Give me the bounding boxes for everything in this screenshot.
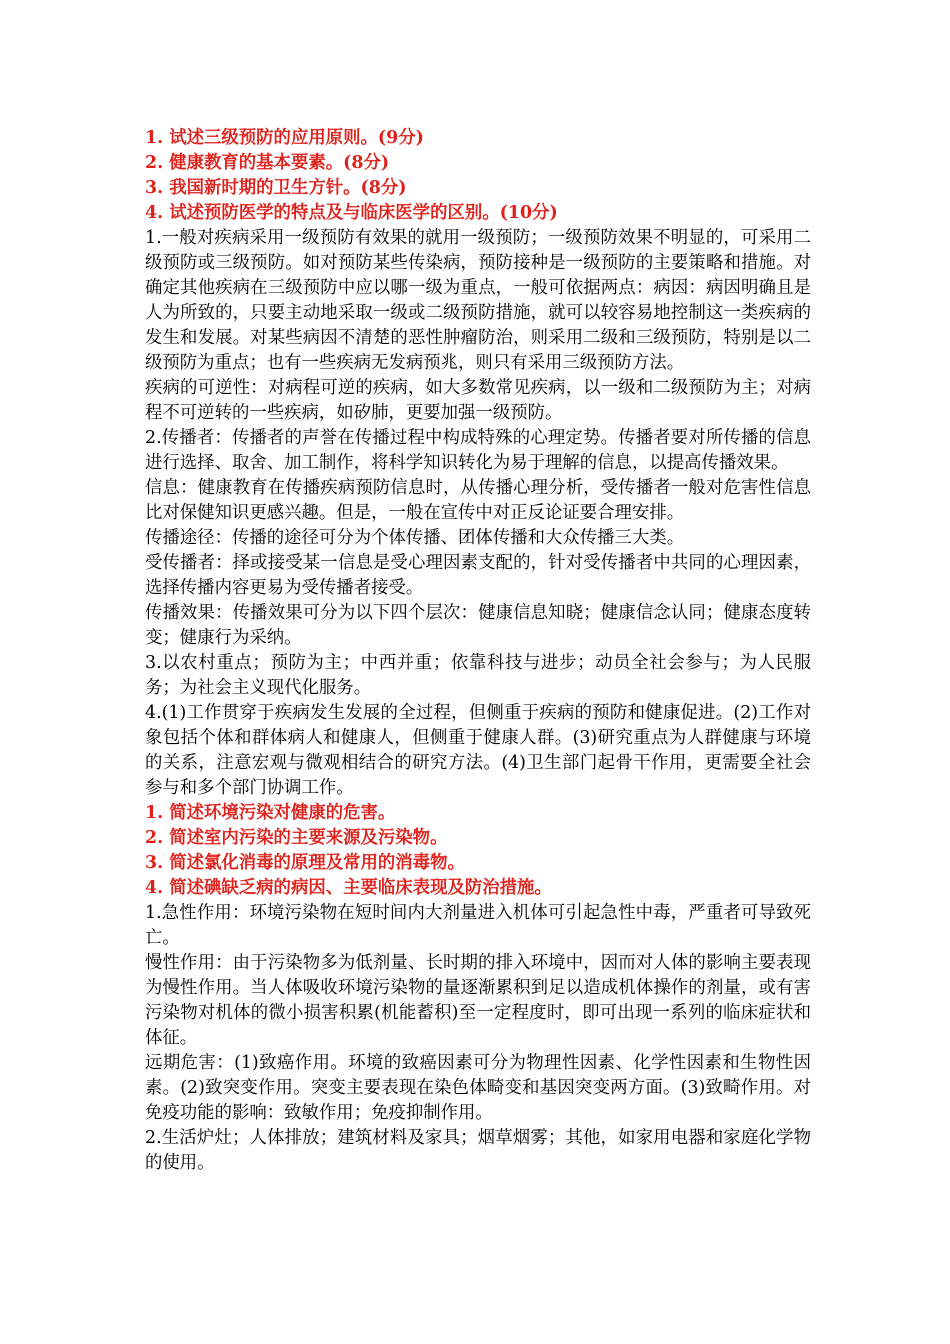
answer-5-long-term: 远期危害：(1)致癌作用。环境的致癌因素可分为物理性因素、化学性因素和生物性因素。(2)致突变作用。突变主要表现在染色体畸变和基因突变两方面。(3)致畸作用。对免疫功能的影响：致敏作用；免疫抑制作用。 — [145, 1053, 811, 1123]
question-1: 1. 试述三级预防的应用原则。(9分) — [145, 128, 424, 148]
question-8: 4. 简述碘缺乏病的病因、主要临床表现及防治措施。 — [145, 878, 552, 898]
answer-2-information: 信息：健康教育在传播疾病预防信息时，从传播心理分析，受传播者一般对危害性信息比对保健知识更感兴趣。但是，一般在宣传中对正反论证要合理安排。 — [145, 478, 811, 523]
answer-5-acute: 1.急性作用：环境污染物在短时间内大剂量进入机体可引起急性中毒，严重者可导致死亡。 — [145, 903, 811, 948]
document-body — [145, 126, 811, 1176]
answer-5-chronic: 慢性作用：由于污染物多为低剂量、长时期的排入环境中，因而对人体的影响主要表现为慢性作用。当人体吸收环境污染物的量逐渐累积到足以造成机体操作的剂量，或有害污染物对机体的微小损害积累(机能蓄积)至一定程度时，即可出现一系列的临床症状和体征。 — [145, 953, 811, 1048]
answer-1-principles: 1.一般对疾病采用一级预防有效果的就用一级预防；一级预防效果不明显的，可采用二级预防或三级预防。如对预防某些传染病，预防接种是一级预防的主要策略和措施。对确定其他疾病在三级预防中应以哪一级为重点，一般可依据两点：病因：病因明确且是人为所致的，只要主动地采取一级或二级预防措施，就可以较容易地控制这一类疾病的发生和发展。对某些病因不清楚的恶性肿瘤防治，则采用二级和三级预防，特别是以二级预防为重点；也有一些疾病无发病预兆，则只有采用三级预防方法。 — [145, 228, 811, 373]
answer-4-features: 4.(1)工作贯穿于疾病发生发展的全过程，但侧重于疾病的预防和健康促进。(2)工作对象包括个体和群体病人和健康人，但侧重于健康人群。(3)研究重点为人群健康与环境的关系，注意宏观与微观相结合的研究方法。(4)卫生部门起骨干作用，更需要全社会参与和多个部门协调工作。 — [145, 703, 811, 798]
question-7: 3. 简述氯化消毒的原理及常用的消毒物。 — [145, 853, 465, 873]
answer-2-communicator: 2.传播者：传播者的声誉在传播过程中构成特殊的心理定势。传播者要对所传播的信息进行选择、取舍、加工制作，将科学知识转化为易于理解的信息，以提高传播效果。 — [145, 428, 811, 473]
answer-2-effect: 传播效果：传播效果可分为以下四个层次：健康信息知晓；健康信念认同；健康态度转变；健康行为采纳。 — [145, 603, 811, 648]
question-2: 2. 健康教育的基本要素。(8分) — [145, 153, 390, 173]
question-6: 2. 简述室内污染的主要来源及污染物。 — [145, 828, 448, 848]
question-3: 3. 我国新时期的卫生方针。(8分) — [145, 178, 407, 198]
question-5: 1. 简述环境污染对健康的危害。 — [145, 803, 396, 823]
answer-1-reversibility: 疾病的可逆性：对病程可逆的疾病，如大多数常见疾病，以一级和二级预防为主；对病程不可逆转的一些疾病，如矽肺，更要加强一级预防。 — [145, 378, 811, 423]
answer-6-sources: 2.生活炉灶；人体排放；建筑材料及家具；烟草烟雾；其他，如家用电器和家庭化学物的使用。 — [145, 1128, 811, 1173]
answer-2-channel: 传播途径：传播的途径可分为个体传播、团体传播和大众传播三大类。 — [145, 528, 685, 548]
answer-2-audience: 受传播者：择或接受某一信息是受心理因素支配的，针对受传播者中共同的心理因素，选择传播内容更易为受传播者接受。 — [145, 553, 811, 598]
question-4: 4. 试述预防医学的特点及与临床医学的区别。(10分) — [145, 203, 558, 223]
answer-3-policy: 3.以农村重点；预防为主；中西并重；依靠科技与进步；动员全社会参与；为人民服务；为社会主义现代化服务。 — [145, 653, 811, 698]
